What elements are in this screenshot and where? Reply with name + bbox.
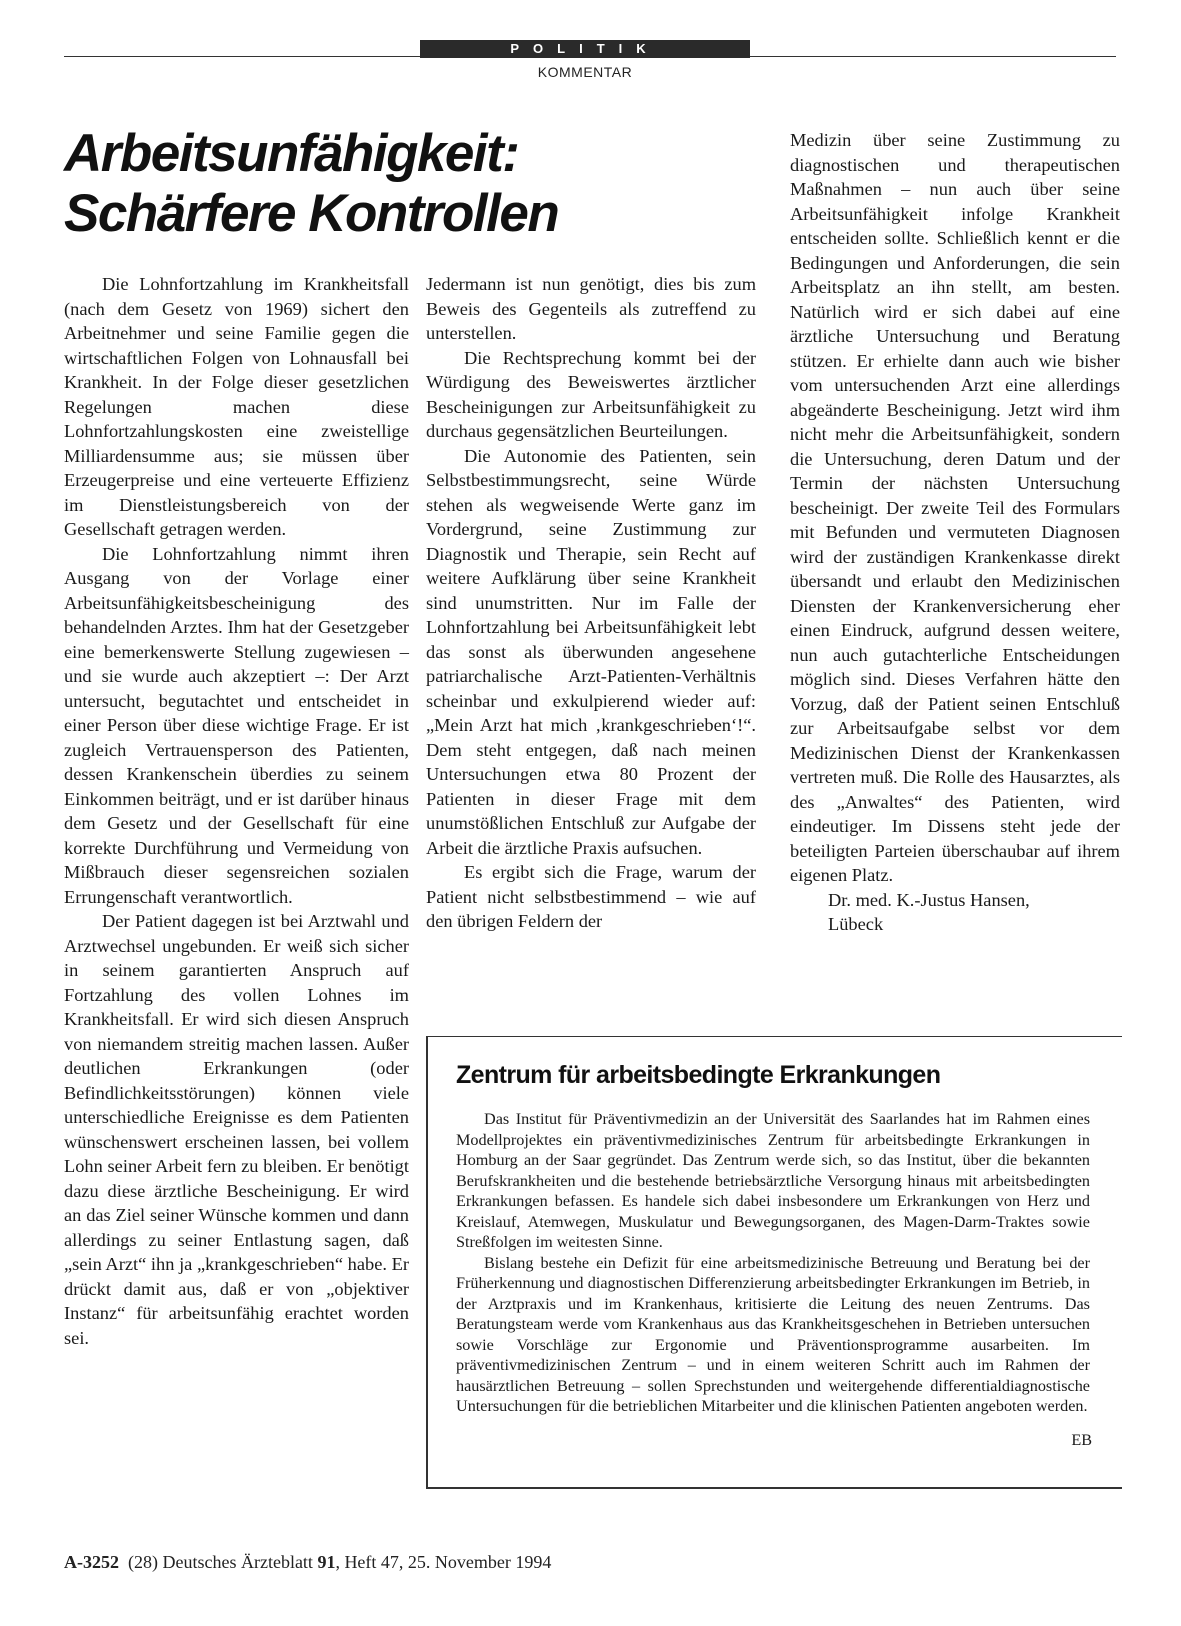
issue-date: , Heft 47, 25. November 1994	[335, 1552, 552, 1572]
section-label: POLITIK	[420, 40, 750, 58]
news-box-paragraph: Das Institut für Präventivmedizin an der Universität des Saarlandes hat im Rahmen eines Modellprojektes ein präventivmedizinisches Zentrum für arbeitsbedingte Erkrankungen in Homburg an der Saar gegründet. Das Zentrum werde sich, so das Institut, über die bekannten Berufskrankheiten und die bestehende betriebsärztliche Versorgung hinaus mit arbeitsbedingten Erkrankungen befassen. Es handele sich dabei insbesondere um Erkrankungen von Herz und Kreislauf, Atemwegen, Muskulatur und Bewegungsorganen, des Magen-Darm-Traktes sowie Streßfolgen im weitesten Sinne.	[456, 1110, 1090, 1251]
article-paragraph: Die Rechtsprechung kommt bei der Würdigung des Beweiswertes ärztlicher Bescheinigungen zur Arbeitsunfähigkeit zu durchaus gegensätzlichen Beurteilungen.	[426, 347, 756, 441]
article-headline	[64, 124, 754, 244]
page-code: A-3252	[64, 1552, 119, 1572]
news-box-paragraph: Bislang bestehe ein Defizit für eine arbeitsmedizinische Betreuung und Beratung bei der Früherkennung und diagnostischen Differenzierung arbeitsbedingter Erkrankungen im Betrieb, in der Arztpraxis und im Krankenhaus, kritisierte die Leitung des neuen Zentrums. Das Beratungsteam werde vom Krankenhaus aus das Krankheitsgeschehen in Betrieben untersuchen sowie Vorschläge zur Ergonomie und Präventionsprogramme ausarbeiten. Im präventivmedizinischen Zentrum – und in einem weiteren Schritt auch im Rahmen der hausärztlichen Betreuung – sollen Sprechstunden und weitergehende differentialdiagnostische Untersuchungen für die betrieblichen Mitarbeiter und die klinischen Patienten angeboten werden.	[456, 1253, 1090, 1415]
journal-name: (28) Deutsches Ärzteblatt	[128, 1552, 313, 1572]
headline-line-1: Arbeitsunfähigkeit:	[64, 124, 519, 183]
article-paragraph: Es ergibt sich die Frage, warum der Patient nicht selbstbestimmend – wie auf den übrigen Feldern der	[426, 862, 756, 931]
article-paragraph: Die Lohnfortzahlung im Krankheitsfall (nach dem Gesetz von 1969) sichert den Arbeitnehmer und seine Familie gegen die wirtschaftlichen Folgen von Lohnausfall bei Krankheit. In der Folge dieser gesetzlichen Regelungen machen diese Lohnfortzahlungskosten eine zweistellige Milliardensumme aus; sie müssen über Erzeugerpreise und eine verteuerte Effizienz im Dienstleistungsbereich von der Gesellschaft getragen werden.	[64, 274, 409, 539]
article-paragraph: Die Lohnfortzahlung nimmt ihren Ausgang von der Vorlage einer Arbeitsunfähigkeitsbescheinigung des behandelnden Arztes. Ihm hat der Gesetzgeber eine bemerkenswerte Stellung zugewiesen – und sie wurde auch akzeptiert –: Der Arzt untersucht, begutachtet und entscheidet in einer Person über diese wichtige Frage. Er ist zugleich Vertrauensperson des Patienten, dessen Krankenschein überdies zu seinem Einkommen beiträgt, und er ist darüber hinaus dem Gesetz und der Gesellschaft für eine korrekte Durchführung und Vermeidung von Mißbrauch dieser segensreichen sozialen Errungenschaft verantwortlich.	[64, 543, 409, 907]
article-column-3	[790, 128, 1120, 937]
article-paragraph: Die Autonomie des Patienten, sein Selbstbestimmungsrecht, seine Würde stehen als wegweisende Werte ganz im Vordergrund, seine Zustimmung zur Diagnostik und Therapie, sein Recht auf weitere Aufklärung über seine Krankheit sind unumstritten. Nur im Falle der Lohnfortzahlung bei Arbeitsunfähigkeit lebt das sonst als überwunden angesehene patriarchalische Arzt-Patienten-Verhältnis scheinbar und exkulpierend wieder auf: „Mein Arzt hat mich ‚krankgeschrieben‘!“. Dem steht entgegen, daß nach meinen Untersuchungen etwa 80 Prozent der Patienten in dieser Frage mit dem unumstößlichen Entschluß zur Aufgabe der Arbeit die ärztliche Praxis aufsuchen.	[426, 445, 756, 858]
news-box	[426, 1036, 1122, 1489]
article-paragraph: Medizin über seine Zustimmung zu diagnostischen und therapeutischen Maßnahmen – nun auch über seine Arbeitsunfähigkeit infolge Krankheit entscheiden sollte. Schließlich kennt er die Bedingungen und Anforderungen, die sein Arbeitsplatz an ihn stellt, am besten. Natürlich wird er sich dabei auf eine ärztliche Untersuchung und Beratung stützen. Er erhielte dann auch wie bisher vom untersuchenden Arzt eine allerdings abgeänderte Bescheinigung. Jetzt wird ihm nicht mehr die Arbeitsunfähigkeit, sondern die Untersuchung, deren Datum und der Termin der nächsten Untersuchung bescheinigt. Der zweite Teil des Formulars mit Befunden und vermuteten Diagnosen wird der zuständigen Krankenkasse direkt übersandt und erlaubt den Medizinischen Diensten der Krankenversicherung eher einen Eindruck, aufgrund dessen weitere, nun auch gutachterliche Entscheidungen möglich sind. Dieses Verfahren hätte den Vorzug, daß der Patient seinen Entschluß zur Arbeitsaufgabe selbst vor dem Medizinischen Dienst der Krankenkassen vertreten muß. Die Rolle des Hausarztes, als des „Anwaltes“ des Patienten, wird eindeutiger. Im Dissens steht jede der beteiligten Parteien überschaubar auf ihrem eigenen Platz.	[790, 130, 1120, 885]
article-column-1	[64, 272, 409, 1350]
news-box-title: Zentrum für arbeitsbedingte Erkrankungen	[456, 1061, 941, 1089]
subsection-label: KOMMENTAR	[537, 64, 633, 80]
article-column-2	[426, 272, 756, 934]
journal-volume: 91	[317, 1552, 336, 1572]
article-paragraph: Der Patient dagegen ist bei Arztwahl und Arztwechsel ungebunden. Er weiß sich sicher in seinem garantierten Anspruch auf Fortzahlung des vollen Lohnes im Krankheitsfall. Er wird sich diesen Anspruch von niemandem streitig machen lassen. Außer deutlichen Erkrankungen (oder Befindlichkeitsstörungen) können viele unterschiedliche Ereignisse es dem Patienten wünschenswert erscheinen lassen, bei vollem Lohn seiner Arbeit fern zu bleiben. Er benötigt dazu diese ärztliche Bescheinigung. Er wird an das Ziel seiner Wünsche kommen und dann allerdings zu seiner Entlastung sagen, daß „sein Arzt“ ihn ja „krankgeschrieben“ habe. Er drückt damit aus, daß er von „objektiver Instanz“ für arbeitsunfähig erachtet worden sei.	[64, 911, 409, 1348]
article-paragraph: Jedermann ist nun genötigt, dies bis zum Beweis des Gegenteils als zutreffend zu unterstellen.	[426, 274, 756, 343]
headline-line-2: Schärfere Kontrollen	[64, 184, 559, 243]
news-box-signature: EB	[1071, 1431, 1092, 1449]
author-city: Lübeck	[828, 914, 884, 934]
author-name: Dr. med. K.-Justus Hansen,	[828, 889, 1030, 910]
page-footer	[64, 1552, 551, 1573]
news-box-body	[456, 1109, 1090, 1417]
